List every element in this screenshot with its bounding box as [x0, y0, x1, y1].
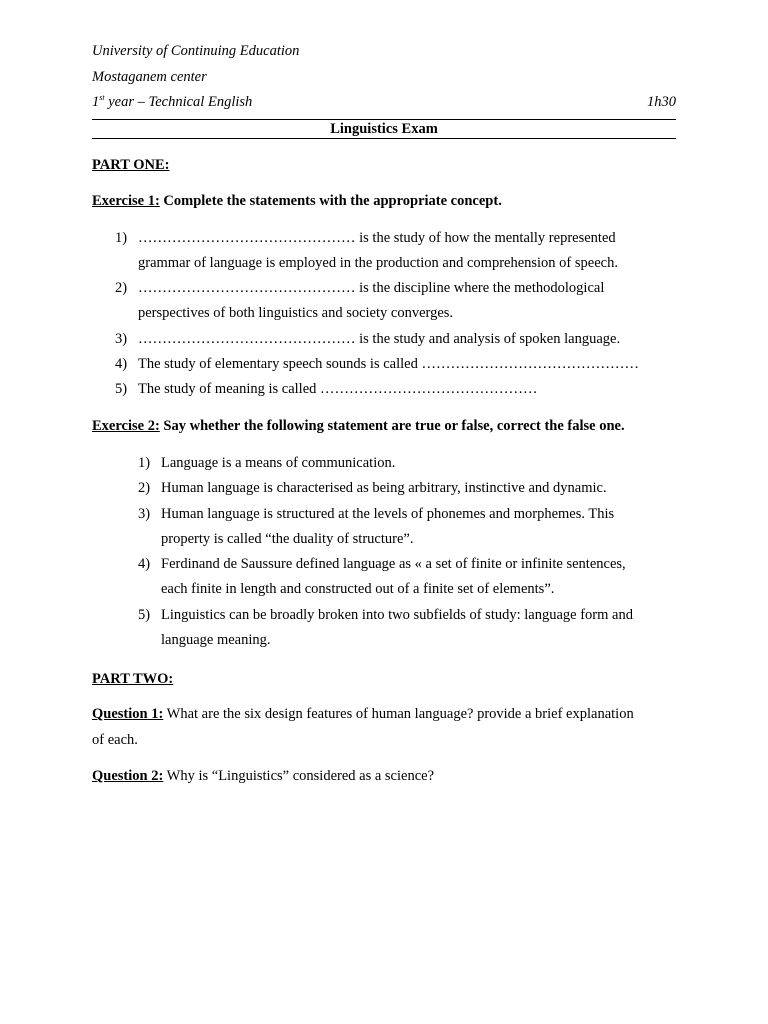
list-item-number: 1)	[138, 455, 151, 471]
list-item-number: 5)	[138, 607, 151, 623]
year-number: 1	[92, 94, 100, 110]
list-item: Ferdinand de Saussure defined language as « a set of finite or infinite sentences,	[161, 556, 626, 572]
list-item-number: 2)	[138, 480, 151, 496]
part-one-heading: PART ONE:	[92, 157, 170, 173]
list-item: Language is a means of communication.	[161, 455, 396, 471]
question2	[92, 768, 434, 785]
list-item-number: 2)	[115, 280, 128, 296]
list-item: ……………………………………… is the study of how the mentally represented	[138, 230, 616, 246]
list-item-continuation: property is called “the duality of structure”.	[161, 531, 414, 547]
exercise2-label: Exercise 2:	[92, 418, 160, 434]
list-item-number: 1)	[115, 230, 128, 246]
institution-name: University of Continuing Education	[92, 43, 300, 59]
year-superscript: st	[99, 93, 105, 103]
course-name: year – Technical English	[104, 94, 253, 110]
list-item-number: 4)	[115, 356, 128, 372]
list-item: Human language is structured at the levels of phonemes and morphemes. This	[161, 506, 615, 522]
list-item-number: 5)	[115, 381, 128, 397]
exercise1-instruction: Complete the statements with the appropriate concept.	[159, 193, 502, 209]
exercise1-heading	[92, 193, 502, 210]
list-item: Linguistics can be broadly broken into two subfields of study: language form and	[161, 607, 633, 623]
list-item: ……………………………………… is the study and analysis of spoken language.	[138, 331, 621, 347]
list-item-continuation: perspectives of both linguistics and society converges.	[138, 305, 454, 321]
list-item: The study of elementary speech sounds is called ………………………………………	[138, 356, 639, 372]
question2-text: Why is “Linguistics” considered as a science?	[163, 768, 435, 784]
question1-continuation: of each.	[92, 732, 138, 748]
list-item: Human language is characterised as being arbitrary, instinctive and dynamic.	[161, 480, 607, 496]
list-item-continuation: grammar of language is employed in the production and comprehension of speech.	[138, 255, 618, 271]
list-item-number: 4)	[138, 556, 151, 572]
exercise2-heading	[92, 418, 625, 435]
course-line	[92, 94, 252, 111]
center-name: Mostaganem center	[92, 69, 207, 85]
list-item-number: 3)	[115, 331, 128, 347]
exam-duration: 1h30	[647, 94, 676, 110]
question1-label: Question 1:	[92, 706, 164, 722]
exercise1-label: Exercise 1:	[92, 193, 160, 209]
list-item: ……………………………………… is the discipline where the methodological	[138, 280, 605, 296]
exam-title: Linguistics Exam	[92, 119, 676, 139]
list-item-continuation: each finite in length and constructed out of a finite set of elements”.	[161, 581, 555, 597]
question1-text: What are the six design features of human language? provide a brief explanation	[163, 706, 634, 722]
list-item-number: 3)	[138, 506, 151, 522]
part-two-heading: PART TWO:	[92, 671, 174, 687]
list-item-continuation: language meaning.	[161, 632, 271, 648]
question1	[92, 706, 634, 723]
question2-label: Question 2:	[92, 768, 164, 784]
list-item: The study of meaning is called ………………………………………	[138, 381, 538, 397]
exercise2-instruction: Say whether the following statement are true or false, correct the false one.	[159, 418, 625, 434]
